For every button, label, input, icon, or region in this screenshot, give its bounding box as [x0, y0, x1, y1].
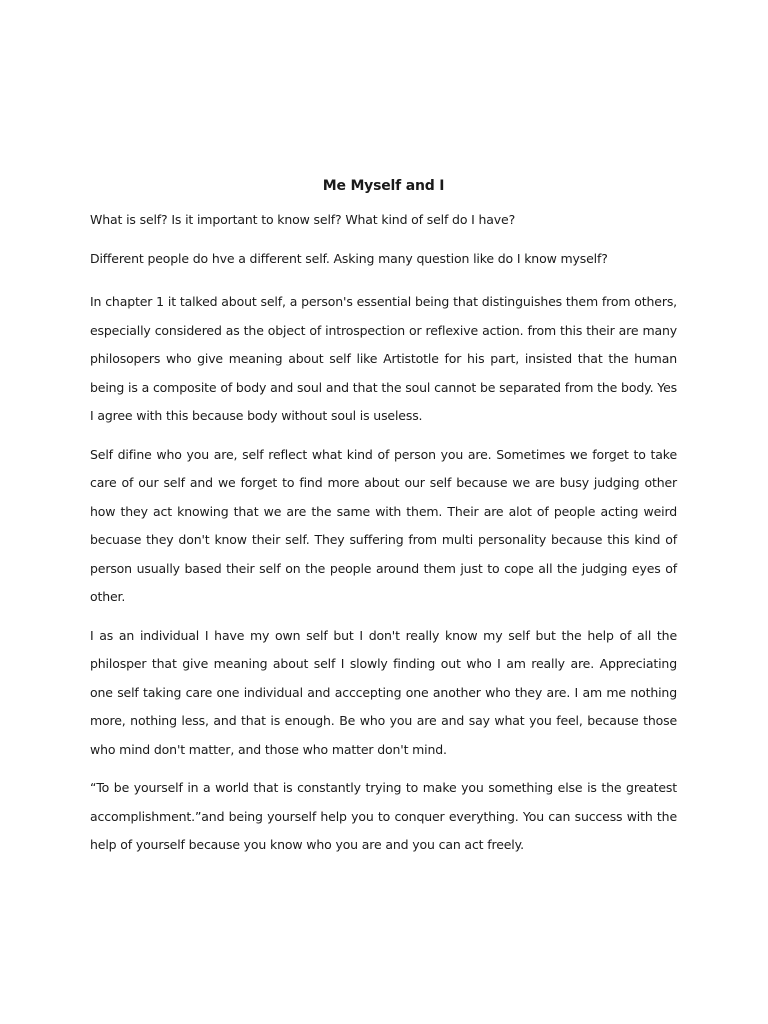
- paragraph-5: I as an individual I have my own self but I don't really know my self but the help of all the philosper that give meaning about self I slowly finding out who I am really are. Appreciating one self taking care one individual and acccepting one another who they are. I am me nothing more, nothing less, and that is enough. Be who you are and say what you feel, because those who mind don't matter, and those who matter don't mind.: [90, 627, 677, 757]
- paragraph-6: “To be yourself in a world that is constantly trying to make you something else is the greatest accomplishment.”and being yourself help you to conquer everything. You can success with the help of yourself because you know who you are and you can act freely.: [90, 780, 677, 852]
- paragraph-4: Self difine who you are, self reflect what kind of person you are. Sometimes we forget to take care of our self and we forget to find more about our self because we are busy judging other how they act knowing that we are the same with them. Their are alot of people acting weird becuase they don't know their self. They suffering from multi personality because this kind of person usually based their self on the people around them just to cope all the judging eyes of other.: [90, 446, 677, 604]
- paragraph-3: In chapter 1 it talked about self, a person's essential being that distinguishes them from others, especially considered as the object of introspection or reflexive action. from this their are many philosopers who give meaning about self like Artistotle for his part, insisted that the human being is a composite of body and soul and that the soul cannot be separated from the body. Yes I agree with this because body without soul is useless.: [90, 294, 677, 423]
- paragraph-2: Different people do hve a different self. Asking many question like do I know myself?: [90, 251, 608, 266]
- document-title: Me Myself and I: [322, 178, 445, 194]
- paragraph-1: What is self? Is it important to know self? What kind of self do I have?: [90, 212, 516, 227]
- document-page: [90, 176, 677, 870]
